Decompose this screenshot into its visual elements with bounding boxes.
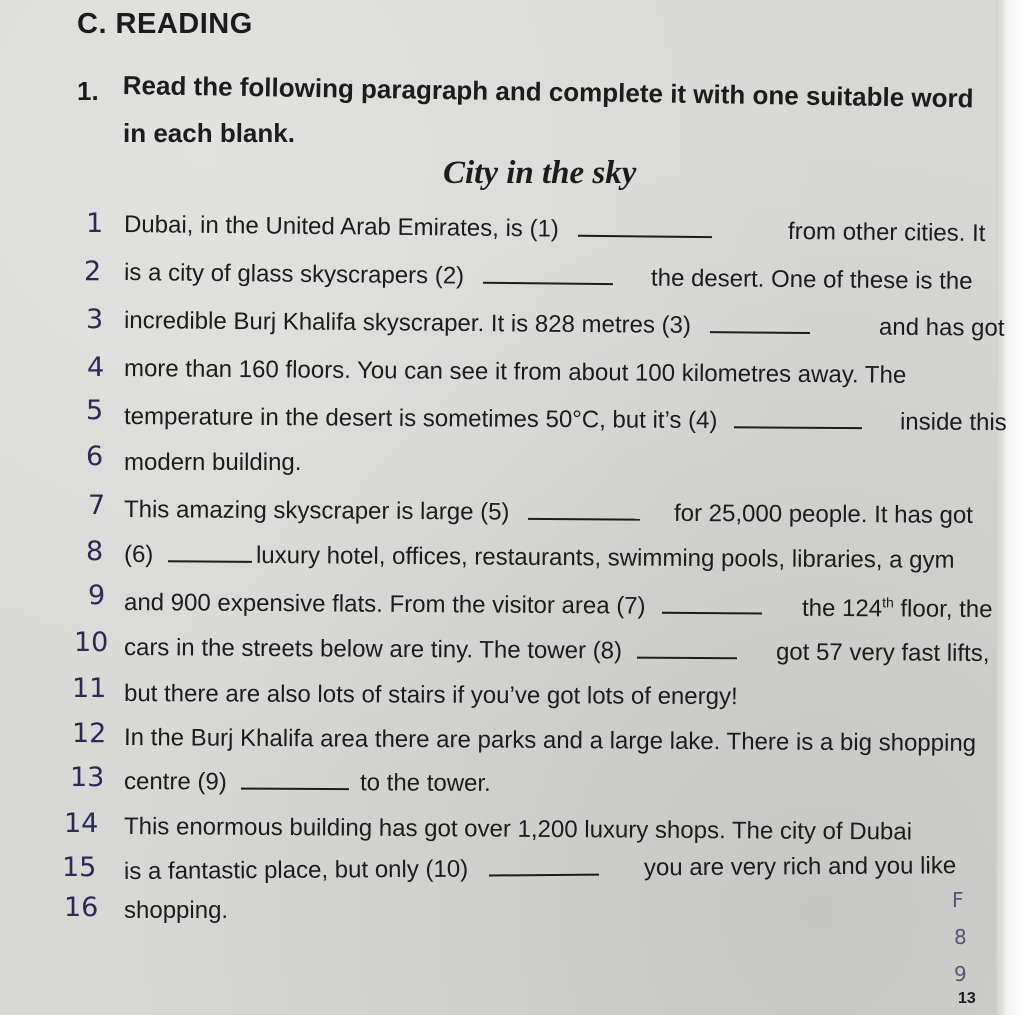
paragraph-line (124, 634, 990, 674)
ordinal-suffix: th (882, 594, 894, 611)
answer-blank-7[interactable] (662, 594, 762, 615)
paragraph-line (124, 897, 990, 931)
handwritten-line-number: 15 (62, 852, 97, 883)
paragraph-line (124, 813, 990, 853)
line-text-right: to the tower. (359, 769, 491, 797)
margin-mark: 9 (954, 962, 967, 986)
answer-blank-3[interactable] (710, 313, 810, 334)
answer-blank-5[interactable] (528, 500, 640, 521)
margin-mark: F (952, 888, 964, 912)
answer-blank-10[interactable] (489, 856, 599, 877)
paragraph-line (124, 211, 990, 254)
answer-blank-4[interactable] (734, 408, 862, 429)
line-text-right (802, 594, 993, 624)
handwritten-line-number: 6 (86, 441, 104, 472)
line-text: incredible Burj Khalifa skyscraper. It is 828 metres (3) (123, 307, 692, 339)
line-text: In the Burj Khalifa area there are parks and a large lake. There is a big shopping (123, 724, 977, 757)
handwritten-line-number: 11 (72, 673, 107, 704)
paragraph-line (124, 355, 990, 397)
line-text: shopping. (124, 897, 229, 924)
line-text-right: you are very rich and you like (643, 852, 957, 882)
line-text: This amazing skyscraper is large (5) (123, 496, 510, 526)
floor-number: the 124 (801, 594, 883, 623)
section-title: C. READING (77, 8, 253, 40)
handwritten-line-number: 9 (88, 580, 106, 611)
line-text: This enormous building has got over 1,200 luxury shops. The city of Dubai (123, 813, 913, 846)
answer-blank-8[interactable] (637, 639, 737, 660)
handwritten-line-number: 8 (86, 536, 104, 567)
margin-mark: 8 (954, 925, 967, 949)
line-text: cars in the streets below are tiny. The tower (8) (123, 634, 623, 665)
answer-blank-9[interactable] (241, 770, 349, 791)
floor-text: floor, the (893, 595, 993, 624)
line-text: modern building. (124, 449, 302, 476)
handwritten-line-number: 2 (84, 256, 102, 287)
line-text-right: inside this (899, 408, 1007, 437)
handwritten-line-number: 4 (87, 352, 105, 383)
line-text: temperature in the desert is sometimes 50°C, but it’s (4) (123, 403, 718, 435)
line-text-right: got 57 very fast lifts, (775, 638, 990, 668)
paragraph-line (124, 852, 990, 892)
exercise-number: 1. (77, 76, 99, 106)
paragraph-line (124, 541, 990, 581)
paragraph-line (124, 724, 990, 764)
line-text: centre (9) (123, 768, 227, 796)
answer-blank-2[interactable] (483, 264, 613, 285)
paragraph-line (123, 403, 1007, 443)
answer-blank-6[interactable] (168, 542, 252, 563)
line-text-right: luxury hotel, offices, restaurants, swimming pools, libraries, a gym (255, 541, 955, 574)
handwritten-line-number: 16 (64, 892, 99, 923)
paragraph-line (124, 449, 990, 483)
paragraph-line (124, 680, 990, 719)
line-text-right: from other cities. It (787, 217, 986, 248)
handwritten-line-number: 12 (72, 718, 107, 749)
line-text-right: for 25,000 people. It has got (673, 499, 973, 529)
handwritten-line-number: 10 (74, 627, 109, 658)
line-text: more than 160 floors. You can see it from about 100 kilometres away. The (123, 355, 907, 389)
story-title: City in the sky (443, 155, 637, 191)
instruction-line-2: in each blank. (123, 118, 295, 148)
line-text: Dubai, in the United Arab Emirates, is (1) (123, 211, 560, 243)
paragraph-line (123, 307, 1005, 349)
line-text-right: and has got (878, 313, 1005, 342)
handwritten-line-number: 13 (70, 762, 105, 793)
instruction-line-1: Read the following paragraph and complete it with one suitable word (122, 70, 974, 114)
answer-blank-1[interactable] (577, 217, 711, 238)
line-text: is a fantastic place, but only (10) (123, 855, 469, 885)
paragraph-line (124, 768, 990, 807)
handwritten-line-number: 3 (86, 304, 104, 335)
paragraph-line (124, 496, 990, 536)
line-text: is a city of glass skyscrapers (2) (123, 259, 465, 290)
line-text: (6) (123, 541, 154, 569)
page-number: 13 (958, 990, 976, 1007)
handwritten-line-number: 14 (64, 808, 99, 839)
line-text: and 900 expensive flats. From the visitor area (7) (123, 589, 646, 620)
line-text-right: the desert. One of these is the (650, 264, 973, 295)
line-text: but there are also lots of stairs if you’ve got lots of energy! (123, 680, 738, 711)
paragraph-line (123, 589, 993, 629)
handwritten-line-number: 7 (88, 490, 106, 521)
page-edge (996, 0, 1024, 1015)
paragraph-line (124, 259, 990, 302)
handwritten-line-number: 1 (86, 208, 104, 239)
handwritten-line-number: 5 (86, 395, 104, 426)
